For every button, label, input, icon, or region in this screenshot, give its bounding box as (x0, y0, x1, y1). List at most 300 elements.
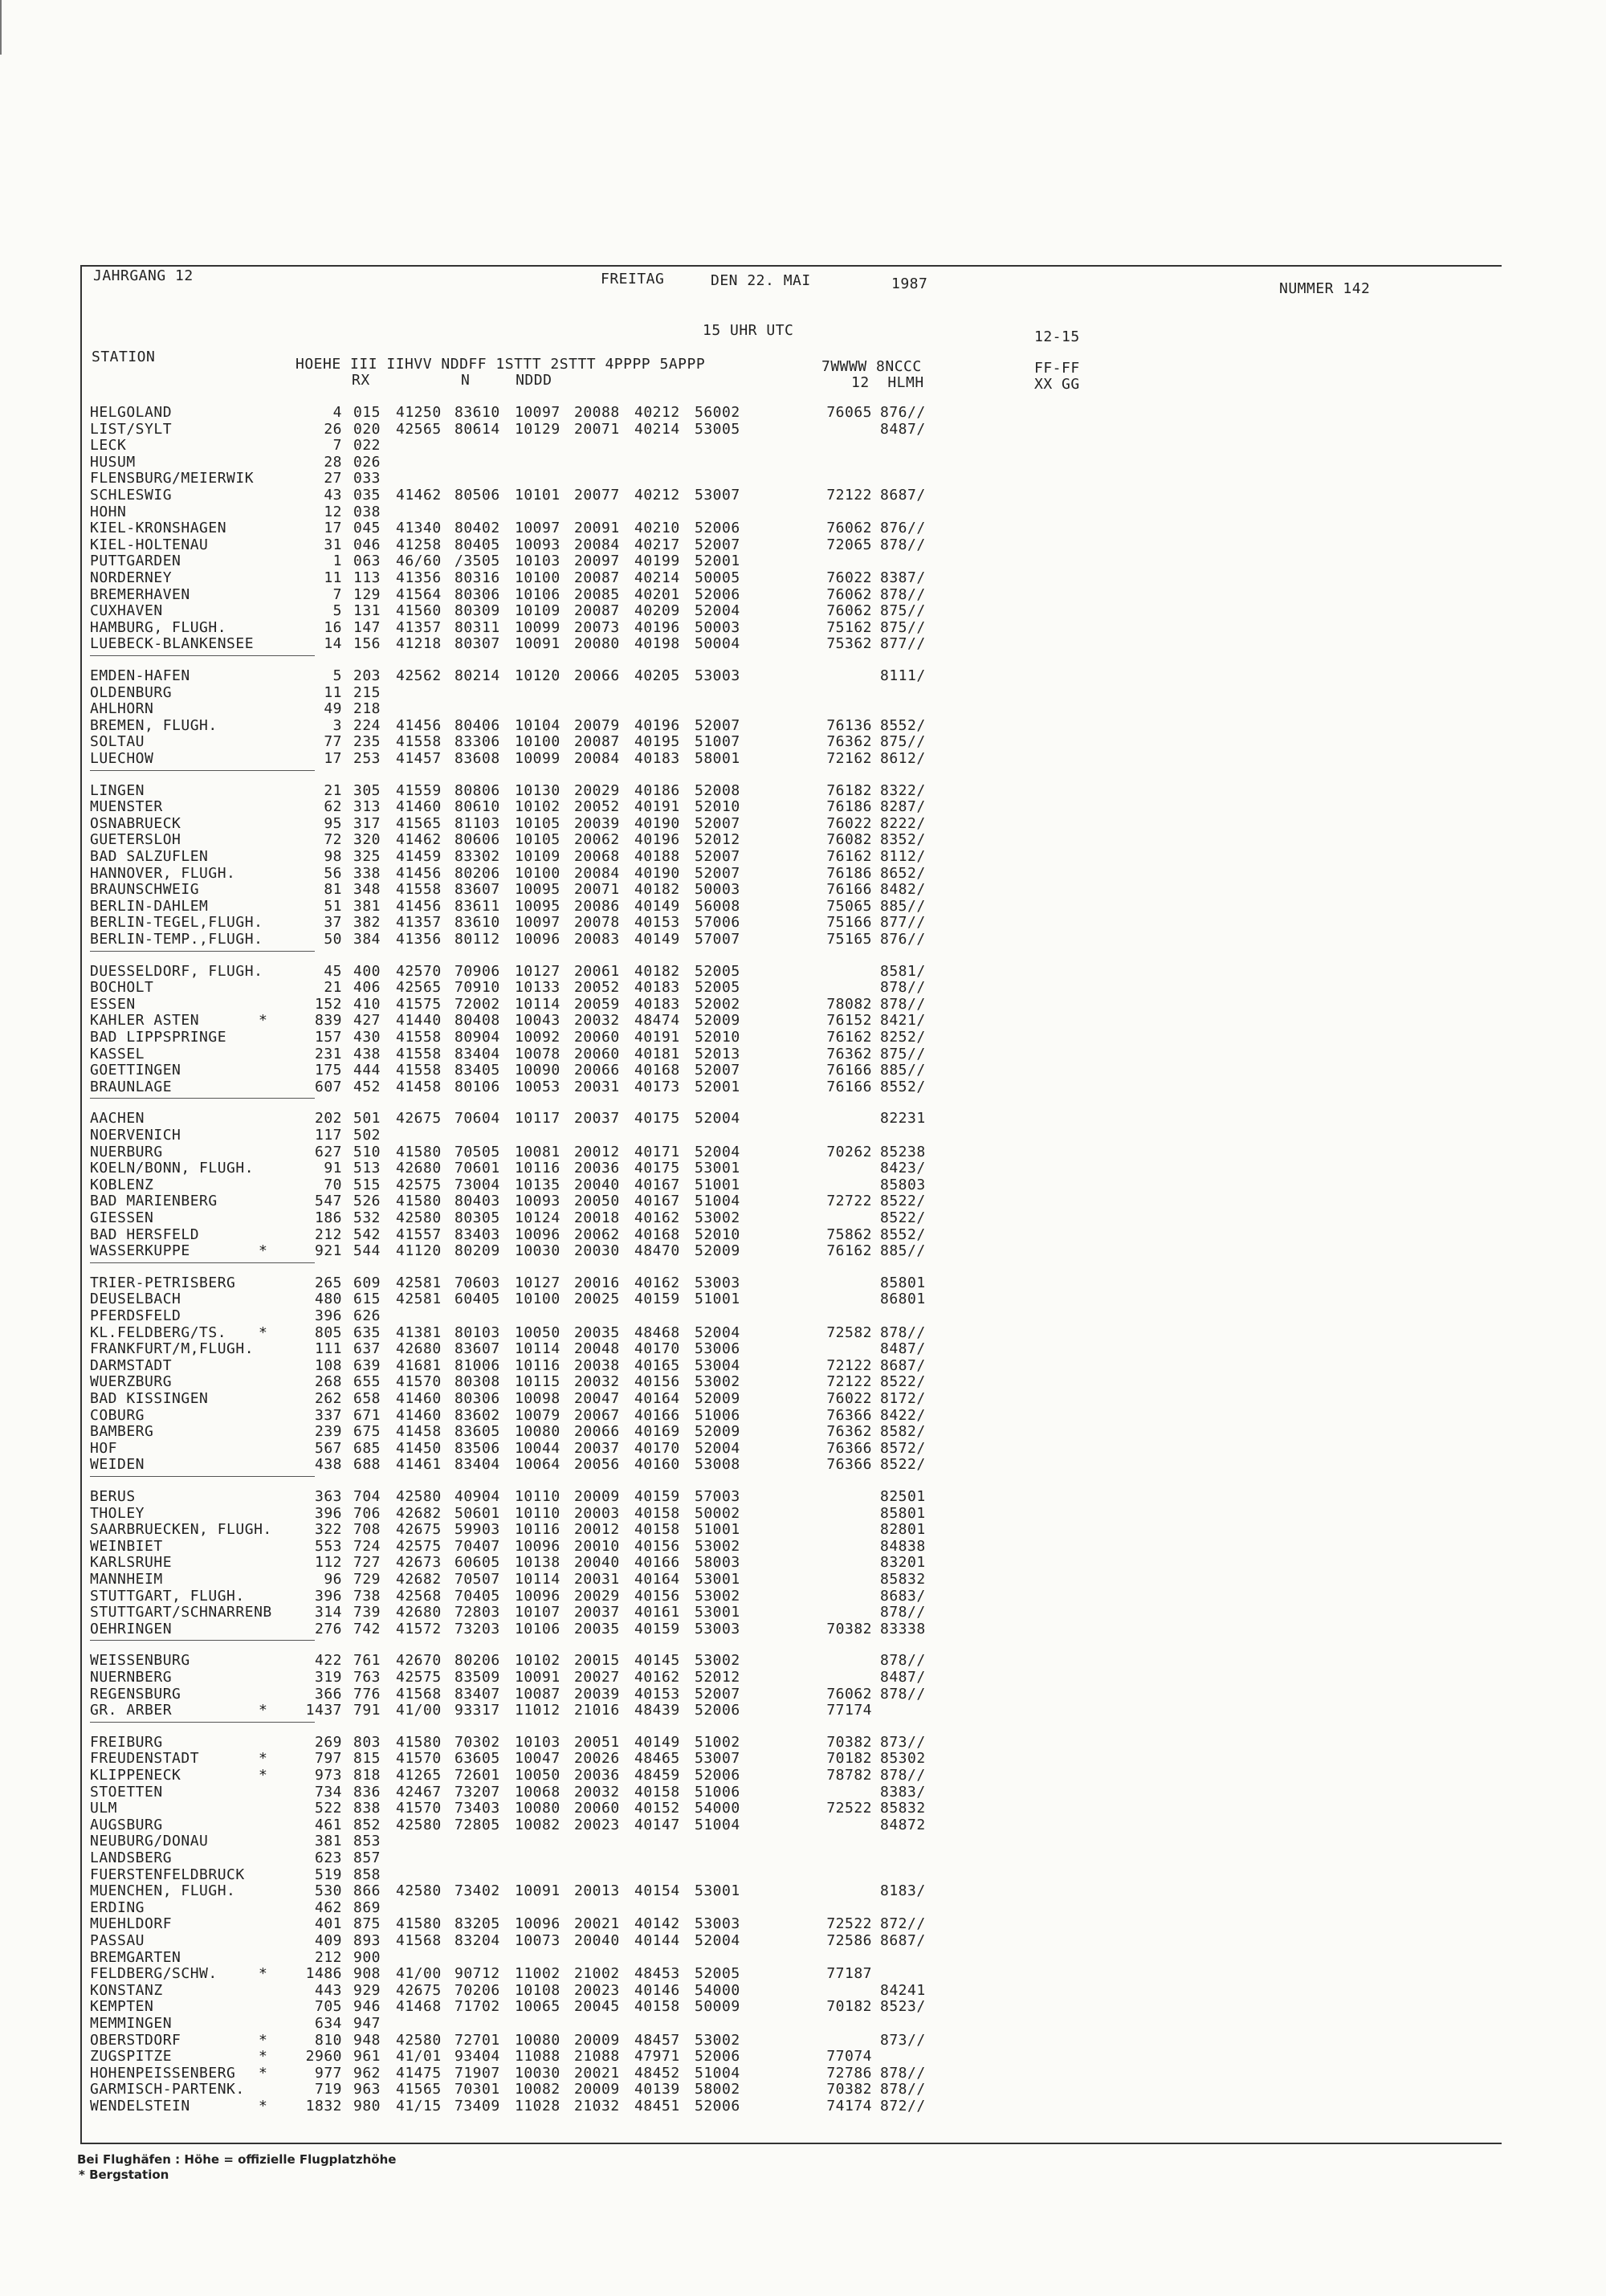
station-id: 015 (353, 404, 381, 421)
appp5: 52008 (695, 781, 740, 799)
iihvv: 42581 (396, 1274, 442, 1291)
station-id: 253 (353, 750, 381, 767)
station-id: 858 (353, 1866, 381, 1883)
pppp4: 40182 (634, 881, 680, 899)
pppp4: 48451 (634, 2098, 680, 2115)
sttt2: 20035 (574, 1620, 620, 1637)
iihvv: 41357 (396, 618, 442, 636)
iihvv: 42675 (396, 1110, 442, 1128)
nddff: 83404 (454, 1456, 500, 1474)
appp5: 50005 (695, 569, 740, 586)
nddff: /3505 (454, 553, 500, 570)
nddff: 83403 (454, 1225, 500, 1243)
nddff: 70910 (454, 979, 500, 997)
sttt1: 10099 (515, 750, 560, 767)
nccc8: 84838 (880, 1537, 926, 1555)
station-name: KIEL-KRONSHAGEN (90, 520, 227, 537)
sttt2: 20009 (574, 1488, 620, 1505)
sttt1: 10053 (515, 1078, 560, 1095)
nccc8: 876// (880, 520, 926, 537)
sttt1: 10047 (515, 1750, 560, 1768)
pppp4: 40196 (634, 831, 680, 849)
station-id: 502 (353, 1127, 381, 1144)
sttt1: 10114 (515, 1340, 560, 1358)
appp5: 54000 (695, 1981, 740, 1999)
height: 91 (324, 1160, 342, 1177)
station-name: FELDBERG/SCHW. (90, 1965, 218, 1983)
wwww7: 75166 (826, 914, 872, 932)
appp5: 52001 (695, 553, 740, 570)
station-name: GOETTINGEN (90, 1062, 181, 1079)
height: 186 (314, 1209, 342, 1226)
nddff: 93317 (454, 1702, 500, 1719)
nccc8: 8581/ (880, 962, 926, 980)
station-name: FREUDENSTADT (90, 1750, 200, 1768)
sttt1: 10095 (515, 897, 560, 915)
sttt2: 20018 (574, 1209, 620, 1226)
pppp4: 40168 (634, 1062, 680, 1079)
nccc8: 83338 (880, 1620, 926, 1637)
nddff: 80614 (454, 420, 500, 438)
height: 152 (314, 995, 342, 1013)
nccc8: 8487/ (880, 420, 926, 438)
sttt2: 20047 (574, 1390, 620, 1407)
nddff: 63605 (454, 1750, 500, 1768)
nccc8: 876// (880, 931, 926, 948)
wwww7: 76186 (826, 864, 872, 882)
station-id: 113 (353, 569, 381, 586)
height: 51 (324, 897, 342, 915)
sttt1: 10098 (515, 1390, 560, 1407)
pppp4: 40158 (634, 1504, 680, 1522)
nccc8: 8487/ (880, 1669, 926, 1686)
height: 5 (332, 602, 342, 620)
station-name: GARMISCH-PARTENK. (90, 2081, 245, 2098)
wwww7: 74174 (826, 2098, 872, 2115)
station-id: 020 (353, 420, 381, 438)
height: 157 (314, 1029, 342, 1046)
nccc8: 85832 (880, 1800, 926, 1817)
appp5: 51006 (695, 1406, 740, 1424)
wwww7: 76162 (826, 1242, 872, 1260)
iihvv: 42580 (396, 1882, 442, 1900)
station-id: 948 (353, 2031, 381, 2049)
station-id: 852 (353, 1816, 381, 1833)
sttt2: 20026 (574, 1750, 620, 1768)
iihvv: 42565 (396, 420, 442, 438)
nccc8: 878// (880, 1604, 926, 1621)
sttt1: 10093 (515, 536, 560, 553)
station-header: STATION (92, 349, 156, 365)
station-id: 542 (353, 1225, 381, 1243)
sttt1: 10097 (515, 404, 560, 421)
station-id: 026 (353, 453, 381, 471)
station-name: REGENSBURG (90, 1685, 181, 1703)
height: 396 (314, 1307, 342, 1324)
pppp4: 40175 (634, 1110, 680, 1128)
sttt1: 11012 (515, 1702, 560, 1719)
nccc8: 875// (880, 602, 926, 620)
column-headers: HOEHE III IIHVV NDDFF 1STTT 2STTT 4PPPP 5APPP (296, 356, 706, 373)
height: 337 (314, 1406, 342, 1424)
nddff: 83404 (454, 1045, 500, 1062)
pppp4: 40153 (634, 1685, 680, 1703)
nccc8: 8683/ (880, 1587, 926, 1605)
station-name: AACHEN (90, 1110, 145, 1128)
station-id: 384 (353, 931, 381, 948)
appp5: 53006 (695, 1340, 740, 1358)
sttt2: 20091 (574, 520, 620, 537)
appp5: 53003 (695, 1274, 740, 1291)
nccc8: 84241 (880, 1981, 926, 1999)
nddff: 81006 (454, 1356, 500, 1374)
appp5: 50002 (695, 1504, 740, 1522)
scan-edge-mark (0, 0, 6, 55)
mountain-marker: * (259, 2031, 268, 2049)
wwww7: 76162 (826, 848, 872, 865)
nccc8: 85832 (880, 1571, 926, 1588)
iihvv: 41458 (396, 1078, 442, 1095)
iihvv: 41570 (396, 1800, 442, 1817)
sttt1: 10130 (515, 781, 560, 799)
station-name: DUESSELDORF, FLUGH. (90, 962, 263, 980)
wwww7: 76065 (826, 404, 872, 421)
station-id: 035 (353, 487, 381, 504)
height: 26 (324, 420, 342, 438)
iihvv: 41440 (396, 1012, 442, 1030)
height: 719 (314, 2081, 342, 2098)
sttt2: 20016 (574, 1274, 620, 1291)
appp5: 58002 (695, 2081, 740, 2098)
wwww7: 76082 (826, 831, 872, 849)
station-name: FRANKFURT/M,FLUGH. (90, 1340, 255, 1358)
station-name: BRAUNSCHWEIG (90, 881, 200, 899)
appp5: 51001 (695, 1291, 740, 1308)
station-name: EMDEN-HAFEN (90, 667, 190, 684)
height: 95 (324, 814, 342, 832)
station-id: 513 (353, 1160, 381, 1177)
nddff: 83605 (454, 1423, 500, 1441)
iihvv: 41381 (396, 1323, 442, 1341)
height: 3 (332, 716, 342, 734)
sttt2: 20084 (574, 864, 620, 882)
height: 314 (314, 1604, 342, 1621)
station-name: MUEHLDORF (90, 1915, 173, 1933)
appp5: 52010 (695, 798, 740, 816)
appp5: 53008 (695, 1456, 740, 1474)
sttt2: 20088 (574, 404, 620, 421)
pppp4: 40144 (634, 1932, 680, 1949)
sttt2: 21016 (574, 1702, 620, 1719)
station-name: KIEL-HOLTENAU (90, 536, 209, 553)
sttt2: 21088 (574, 2048, 620, 2066)
nccc8: 85803 (880, 1176, 926, 1193)
sttt2: 20021 (574, 1915, 620, 1933)
sttt1: 10030 (515, 1242, 560, 1260)
sttt1: 10050 (515, 1767, 560, 1784)
wwww7: 76182 (826, 781, 872, 799)
station-name: HOF (90, 1439, 118, 1457)
station-id: 961 (353, 2048, 381, 2066)
pppp4: 48474 (634, 1012, 680, 1030)
wwww7: 72582 (826, 1323, 872, 1341)
pppp4: 40183 (634, 995, 680, 1013)
appp5: 52005 (695, 962, 740, 980)
height: 269 (314, 1733, 342, 1751)
height: 623 (314, 1849, 342, 1866)
station-name: WUERZBURG (90, 1373, 173, 1391)
station-name: KL.FELDBERG/TS. (90, 1323, 227, 1341)
pppp4: 40183 (634, 750, 680, 767)
height: 262 (314, 1390, 342, 1407)
weather-cloud-header: 7WWWW 8NCCC (821, 358, 922, 375)
nccc8: 8487/ (880, 1340, 926, 1358)
appp5: 52007 (695, 814, 740, 832)
sttt1: 10100 (515, 864, 560, 882)
pppp4: 40171 (634, 1143, 680, 1160)
height: 117 (314, 1127, 342, 1144)
sttt1: 10080 (515, 1423, 560, 1441)
gust-subheader: XX GG (1034, 376, 1080, 393)
height: 977 (314, 2064, 342, 2082)
pppp4: 40162 (634, 1209, 680, 1226)
nccc8: 878// (880, 1767, 926, 1784)
sttt1: 10114 (515, 995, 560, 1013)
nddff: 83405 (454, 1062, 500, 1079)
nddff: 80206 (454, 1652, 500, 1670)
station-id: 452 (353, 1078, 381, 1095)
station-name: MUENSTER (90, 798, 163, 816)
iihvv: 41568 (396, 1932, 442, 1949)
pppp4: 40181 (634, 1045, 680, 1062)
sttt2: 20062 (574, 1225, 620, 1243)
wwww7: 76366 (826, 1456, 872, 1474)
iihvv: 41120 (396, 1242, 442, 1260)
appp5: 50003 (695, 618, 740, 636)
station-name: MANNHEIM (90, 1571, 163, 1588)
mountain-marker: * (259, 1767, 268, 1784)
station-name: LINGEN (90, 781, 145, 799)
sttt1: 10107 (515, 1604, 560, 1621)
appp5: 58001 (695, 750, 740, 767)
station-name: LIST/SYLT (90, 420, 173, 438)
group-separator (90, 1098, 315, 1099)
sttt2: 20050 (574, 1193, 620, 1210)
pppp4: 40159 (634, 1291, 680, 1308)
pppp4: 40152 (634, 1800, 680, 1817)
iihvv: 41580 (396, 1733, 442, 1751)
nddff: 80402 (454, 520, 500, 537)
sttt1: 10138 (515, 1554, 560, 1572)
iihvv: 41340 (396, 520, 442, 537)
appp5: 52001 (695, 1078, 740, 1095)
station-name: FREIBURG (90, 1733, 163, 1751)
station-id: 838 (353, 1800, 381, 1817)
wwww7: 75165 (826, 931, 872, 948)
wwww7: 76362 (826, 1045, 872, 1062)
appp5: 52009 (695, 1242, 740, 1260)
sttt1: 10106 (515, 1620, 560, 1637)
height: 21 (324, 979, 342, 997)
iihvv: 41250 (396, 404, 442, 421)
station-id: 671 (353, 1406, 381, 1424)
station-name: DARMSTADT (90, 1356, 173, 1374)
sttt2: 20052 (574, 979, 620, 997)
mountain-marker: * (259, 1012, 268, 1030)
wwww7: 72122 (826, 487, 872, 504)
nddff: 80406 (454, 716, 500, 734)
appp5: 52005 (695, 979, 740, 997)
iihvv: 42562 (396, 667, 442, 684)
sttt2: 20037 (574, 1604, 620, 1621)
sttt2: 20009 (574, 2081, 620, 2098)
nddff: 70603 (454, 1274, 500, 1291)
sttt2: 20029 (574, 1587, 620, 1605)
pppp4: 40168 (634, 1225, 680, 1243)
nccc8: 8183/ (880, 1882, 926, 1900)
iihvv: 41558 (396, 1062, 442, 1079)
wwww7: 76022 (826, 569, 872, 586)
nccc8: 875// (880, 618, 926, 636)
height: 37 (324, 914, 342, 932)
sttt2: 20080 (574, 635, 620, 653)
nccc8: 875// (880, 1045, 926, 1062)
sttt1: 10102 (515, 798, 560, 816)
iihvv: 41458 (396, 1423, 442, 1441)
sttt2: 20040 (574, 1554, 620, 1572)
iihvv: 41564 (396, 585, 442, 603)
station-name: OEHRINGEN (90, 1620, 173, 1637)
pppp4: 40166 (634, 1406, 680, 1424)
station-name: MUENCHEN, FLUGH. (90, 1882, 236, 1900)
nddff: 80306 (454, 585, 500, 603)
sttt1: 10082 (515, 1816, 560, 1833)
pppp4: 40166 (634, 1554, 680, 1572)
station-name: LANDSBERG (90, 1849, 173, 1866)
height: 322 (314, 1521, 342, 1539)
sttt2: 20066 (574, 667, 620, 684)
sttt1: 10108 (515, 1981, 560, 1999)
nccc8: 8522/ (880, 1456, 926, 1474)
pppp4: 40165 (634, 1356, 680, 1374)
sttt2: 20013 (574, 1882, 620, 1900)
height: 14 (324, 635, 342, 653)
nccc8: 8252/ (880, 1029, 926, 1046)
appp5: 52002 (695, 995, 740, 1013)
station-name: BAD LIPPSPRINGE (90, 1029, 227, 1046)
jahrgang: JAHRGANG 12 (93, 267, 194, 284)
nccc8: 878// (880, 2064, 926, 2082)
nddff: 73004 (454, 1176, 500, 1193)
station-name: CUXHAVEN (90, 602, 163, 620)
height: 7 (332, 437, 342, 455)
nccc8: 8522/ (880, 1209, 926, 1226)
station-id: 658 (353, 1390, 381, 1407)
station-name: OSNABRUECK (90, 814, 181, 832)
station-id: 675 (353, 1423, 381, 1441)
nddff: 83306 (454, 733, 500, 751)
nddff: 72803 (454, 1604, 500, 1621)
sttt1: 10133 (515, 979, 560, 997)
height: 1486 (305, 1965, 342, 1983)
sttt2: 20032 (574, 1783, 620, 1801)
sttt2: 20087 (574, 602, 620, 620)
pppp4: 40214 (634, 569, 680, 586)
station-name: BREMERHAVEN (90, 585, 190, 603)
station-id: 688 (353, 1456, 381, 1474)
height: 810 (314, 2031, 342, 2049)
nddff: 80606 (454, 831, 500, 849)
iihvv: 41462 (396, 831, 442, 849)
pppp4: 40191 (634, 1029, 680, 1046)
station-name: WEINBIET (90, 1537, 163, 1555)
station-name: SOLTAU (90, 733, 145, 751)
group-separator (90, 951, 315, 952)
nccc8: 8687/ (880, 1356, 926, 1374)
station-id: 763 (353, 1669, 381, 1686)
nccc8: 86801 (880, 1291, 926, 1308)
pppp4: 40205 (634, 667, 680, 684)
sttt2: 20012 (574, 1143, 620, 1160)
height: 366 (314, 1685, 342, 1703)
station-id: 045 (353, 520, 381, 537)
wwww7: 75162 (826, 618, 872, 636)
nccc8: 8422/ (880, 1406, 926, 1424)
sttt2: 20031 (574, 1571, 620, 1588)
appp5: 57003 (695, 1488, 740, 1505)
height: 839 (314, 1012, 342, 1030)
height: 438 (314, 1456, 342, 1474)
nccc8: 885// (880, 1062, 926, 1079)
iihvv: 42680 (396, 1160, 442, 1177)
station-name: BERLIN-DAHLEM (90, 897, 209, 915)
pppp4: 40167 (634, 1193, 680, 1210)
sttt1: 10090 (515, 1062, 560, 1079)
station-id: 655 (353, 1373, 381, 1391)
nccc8: 885// (880, 1242, 926, 1260)
iihvv: 41559 (396, 781, 442, 799)
appp5: 51001 (695, 1176, 740, 1193)
sttt2: 20066 (574, 1423, 620, 1441)
nddff: 80214 (454, 667, 500, 684)
sttt2: 20062 (574, 831, 620, 849)
station-id: 609 (353, 1274, 381, 1291)
appp5: 52004 (695, 1110, 740, 1128)
sttt1: 10092 (515, 1029, 560, 1046)
sttt2: 20030 (574, 1242, 620, 1260)
appp5: 53001 (695, 1571, 740, 1588)
iihvv: 41/00 (396, 1702, 442, 1719)
station-id: 215 (353, 683, 381, 701)
wwww7: 72786 (826, 2064, 872, 2082)
pppp4: 40199 (634, 553, 680, 570)
sttt2: 20087 (574, 733, 620, 751)
pppp4: 40209 (634, 602, 680, 620)
wwww7: 70182 (826, 1998, 872, 2016)
appp5: 53004 (695, 1356, 740, 1374)
iihvv: 41265 (396, 1767, 442, 1784)
iihvv: 41558 (396, 1029, 442, 1046)
nddff: 83611 (454, 897, 500, 915)
iihvv: 42575 (396, 1176, 442, 1193)
wwww7: 72722 (826, 1193, 872, 1210)
height: 11 (324, 569, 342, 586)
station-name: KASSEL (90, 1045, 145, 1062)
height: 12 (324, 503, 342, 520)
appp5: 53007 (695, 1750, 740, 1768)
sttt1: 10096 (515, 1225, 560, 1243)
station-id: 033 (353, 470, 381, 487)
